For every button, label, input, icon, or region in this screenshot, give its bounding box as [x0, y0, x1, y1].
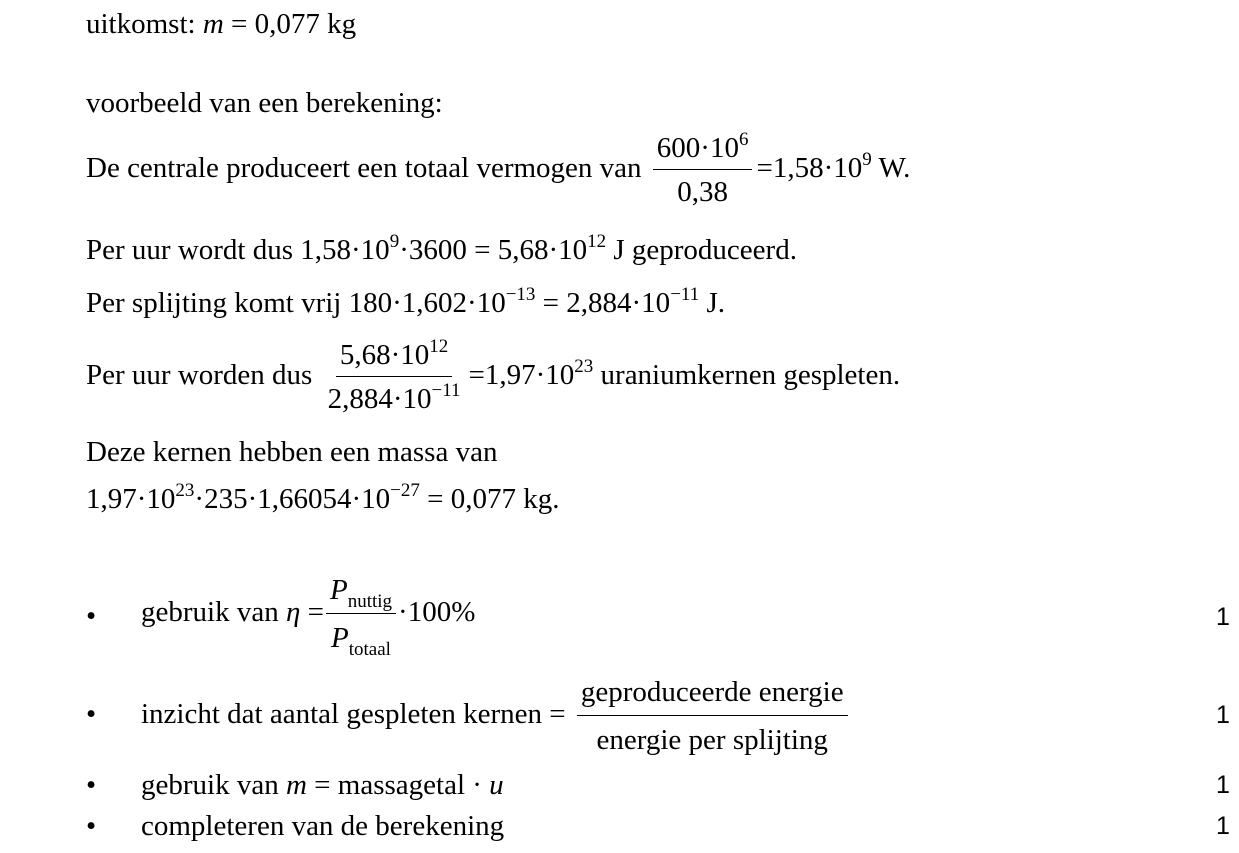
line1-text: De centrale produceert een totaal vermogen van	[86, 152, 642, 185]
line4-result-exponent: 23	[574, 356, 594, 378]
line6-expr-b: ·235·1,66054·10	[194, 483, 391, 515]
line1-result-exponent: 9	[862, 149, 872, 171]
num-subscript: nuttig	[347, 591, 393, 612]
fraction-numerator	[336, 336, 452, 377]
item1-post: ·100%	[398, 596, 476, 629]
points-3: 1	[1216, 771, 1230, 799]
item3-u: u	[489, 769, 504, 801]
outcome-value: = 0,077 kg	[231, 8, 357, 40]
fraction-numerator	[653, 129, 753, 170]
line3-expr-a: 180·1,602·10	[348, 287, 506, 319]
num-var: P	[329, 574, 348, 606]
line4-tail: uraniumkernen gespleten.	[600, 359, 901, 392]
fraction-denominator: energie per splijting	[596, 724, 828, 756]
efficiency-fraction	[326, 574, 396, 660]
line2-expr-b: ·3600 = 5,68·10	[399, 234, 588, 266]
fraction-numerator	[326, 574, 396, 614]
item3-m: m	[285, 769, 307, 801]
scoring-item-3	[141, 769, 504, 802]
scoring-item-2	[141, 676, 852, 757]
line2-exp-a: 9	[389, 231, 400, 252]
example-line-2	[86, 231, 797, 266]
example-line-4	[86, 336, 901, 415]
line4-text: Per uur worden dus	[86, 359, 313, 392]
bullet-3: •	[86, 769, 97, 801]
fraction-denominator	[324, 377, 465, 414]
line3-exp-b: −11	[670, 284, 700, 305]
points-4: 1	[1216, 812, 1230, 840]
line6-expr-a: 1,97·10	[86, 483, 176, 515]
line2-text: Per uur wordt dus	[86, 234, 294, 266]
line2-exp-b: 12	[587, 231, 607, 252]
line1-unit: W.	[878, 152, 911, 185]
nuclei-fraction	[324, 336, 465, 415]
item3-mid: = massagetal ·	[314, 769, 482, 801]
example-line-3	[86, 284, 725, 319]
line2-tail: geproduceerd.	[631, 234, 797, 266]
points-2: 1	[1216, 701, 1230, 729]
line3-unit: J.	[706, 287, 725, 319]
line6-exp-a: 23	[175, 480, 195, 501]
outcome-variable: m	[202, 8, 224, 40]
den-base: 2,884·10	[327, 383, 432, 415]
item1-eta: η	[285, 596, 301, 629]
outcome-line	[86, 10, 356, 39]
bullet-1: •	[86, 600, 97, 632]
num-base: 5,68·10	[339, 339, 430, 371]
fraction-denominator: 0,38	[677, 176, 728, 208]
bullet-2: •	[86, 698, 97, 730]
example-heading: voorbeeld van een berekening:	[86, 87, 443, 119]
fraction-denominator	[327, 614, 395, 660]
line6-exp-b: −27	[390, 480, 420, 501]
example-line-1	[86, 129, 911, 208]
line6-expr-c: = 0,077 kg.	[427, 483, 560, 515]
line3-expr-b: = 2,884·10	[542, 287, 671, 319]
num-base: 600·10	[656, 132, 739, 164]
example-line-5: Deze kernen hebben een massa van	[86, 436, 498, 468]
fraction-numerator: geproduceerde energie	[577, 676, 848, 716]
num-exponent: 6	[738, 129, 749, 150]
den-var: P	[331, 622, 349, 654]
den-exponent: −11	[431, 380, 461, 401]
num-exponent: 12	[429, 336, 449, 357]
line4-result: =1,97·10	[468, 359, 575, 392]
power-fraction	[653, 129, 753, 208]
item3-pre: gebruik van	[141, 769, 279, 801]
scoring-item-1	[141, 574, 476, 660]
outcome-label: uitkomst:	[86, 8, 196, 40]
item1-eq: =	[307, 596, 324, 629]
line2-unit: J	[613, 234, 625, 266]
item1-pre: gebruik van	[141, 596, 279, 629]
energy-fraction	[577, 676, 848, 757]
item2-pre: inzicht dat aantal gespleten kernen =	[141, 698, 566, 731]
line1-result: =1,58·10	[756, 152, 863, 185]
line3-exp-a: −13	[505, 284, 536, 305]
line3-text: Per splijting komt vrij	[86, 287, 342, 319]
line2-expr-a: 1,58·10	[300, 234, 390, 266]
points-1: 1	[1216, 603, 1230, 631]
bullet-4: •	[86, 810, 97, 842]
scoring-item-4: completeren van de berekening	[141, 810, 505, 842]
den-subscript: totaal	[348, 639, 391, 660]
example-line-6	[86, 480, 560, 515]
